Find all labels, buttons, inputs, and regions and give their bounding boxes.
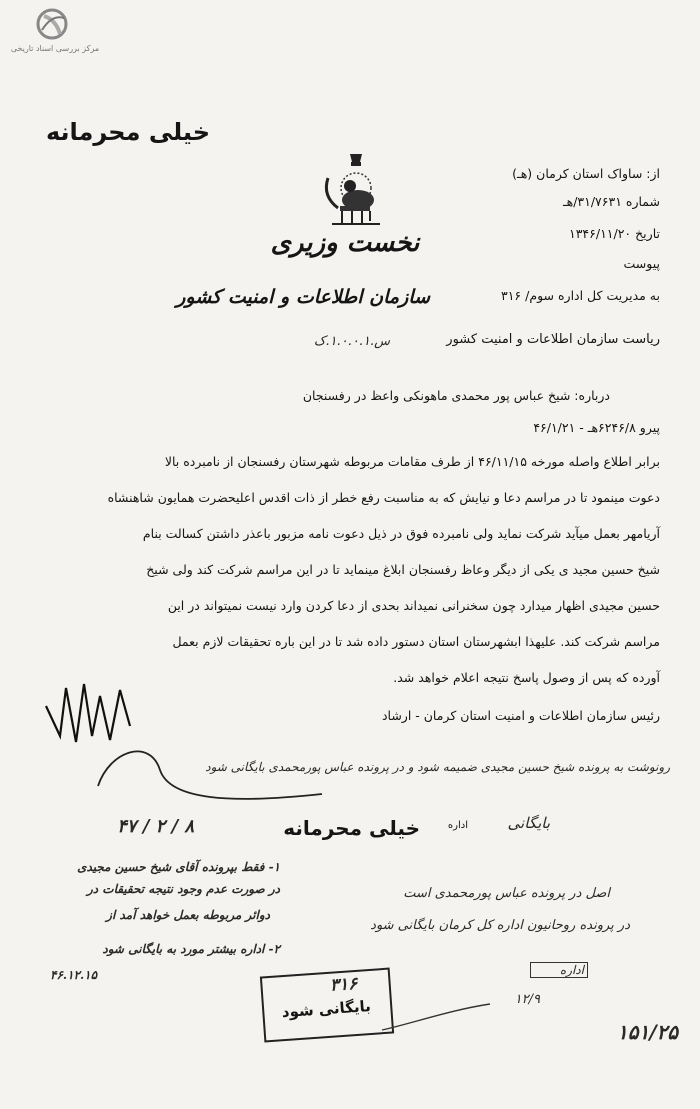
archive-label: مرکز بررسی اسناد تاریخی xyxy=(10,44,100,53)
handwritten-initials: بایگانی xyxy=(507,814,550,832)
signature-line: رئیس سازمان اطلاعات و امنیت استان کرمان - ارشاد xyxy=(381,708,660,723)
handwritten-top-left-date: ۸ / ۲ / ۴۷ xyxy=(117,816,194,837)
handwritten-signature-scribble xyxy=(40,676,140,748)
archive-logo xyxy=(30,6,74,46)
handwritten-curve xyxy=(90,740,330,810)
org-title: نخست وزیری xyxy=(270,228,420,258)
body-line: آریامهر بعمل میآید شرکت نماید ولی نامبرده فوق در ذیل دعوت نامه مزبور باعذر داشتن کسالت بنام xyxy=(142,526,660,541)
classification-top: خیلی محرمانه xyxy=(45,118,210,146)
handwritten-note-3-line2: در صورت عدم وجود نتیجه تحقیقات در xyxy=(86,882,280,896)
recipient-line: ریاست سازمان اطلاعات و امنیت کشور xyxy=(446,332,660,347)
org-subtitle: سازمان اطلاعات و امنیت کشور xyxy=(176,286,430,308)
archive-stamp xyxy=(260,968,394,1043)
body-line: برابر اطلاع واصله مورخه ۴۶/۱۱/۱۵ از طرف مقامات مربوطه شهرستان رفسنجان از نامبرده بالا xyxy=(164,454,660,469)
handwritten-bottom-date: ۱۲/۹ xyxy=(514,992,540,1007)
handwritten-note-2-line2: در پرونده روحانیون اداره کل کرمان بایگانی شود xyxy=(370,918,630,933)
date-label: تاریخ ۱۳۴۶/۱۱/۲۰ xyxy=(569,226,660,241)
lion-sun-emblem-icon xyxy=(318,148,394,236)
subject-reference: پیرو ۶۲۴۶/۸هـ - ۴۶/۱/۲۱ xyxy=(533,420,660,435)
body-line: دعوت مینمود تا در مراسم دعا و نیایش که به مناسبت رفع خطر از ذات اقدس اعلیحضرت همایون شاهنشاه xyxy=(107,490,660,505)
stamp-flourish xyxy=(380,1000,500,1040)
from-label: از: ساواک استان کرمان (هـ) xyxy=(512,166,660,181)
handwritten-note-3-date: ۴۶.۱۲.۱۵ xyxy=(50,968,98,982)
body-line: حسین مجیدی اظهار میدارد چون سخنرانی نمیداند بحدی از دعا کردن وارد نیست نمیتواند در این xyxy=(167,598,660,613)
handwritten-small-label: اداره xyxy=(530,962,588,978)
page-number: ۱۵۱/۲۵ xyxy=(616,1020,678,1044)
archive-logo-icon xyxy=(30,6,74,46)
stamp-text: بایگانی شود xyxy=(281,996,372,1022)
directorate-line: به مدیریت کل اداره سوم/ ۳۱۶ xyxy=(501,288,660,303)
body-line: آورده که پس از وصول پاسخ نتیجه اعلام خواهد شد. xyxy=(393,670,660,685)
classification-mid-prefix: اداره xyxy=(447,820,468,831)
handwritten-note-3-line3: دوائر مربوطه بعمل خواهد آمد از xyxy=(106,908,270,922)
attachment-label: پیوست xyxy=(623,256,660,271)
handwritten-note-3-line4: ۲- اداره بیشتر مورد به بایگانی شود xyxy=(102,942,280,956)
body-line: مراسم شرکت کند. علیهذا ابشهرستان استان دستور داده شد تا در این باره تحقیقات لازم بعمل xyxy=(172,634,660,649)
handwritten-note-1: رونوشت به پرونده شیخ حسین مجیدی ضمیمه شود و در پرونده عباس پورمحمدی بایگانی شود xyxy=(205,760,670,774)
body-line: شیخ حسین مجید ی یکی از دیگر وعاظ رفسنجان ابلاغ مینماید تا در این مراسم شرکت کند ولی شیخ xyxy=(146,562,660,577)
stamp-number: ۳۱۶ xyxy=(329,973,358,996)
classification-mid: خیلی محرمانه xyxy=(283,816,420,840)
handwritten-note-2-line1: اصل در پرونده عباس پورمحمدی است xyxy=(403,886,610,901)
number-label: شماره ۳۱/۷۶۳۱/هـ xyxy=(562,194,660,209)
subject-line: درباره: شیخ عباس پور محمدی ماهونکی واعظ در رفسنجان xyxy=(302,388,610,403)
reference-code: س.۱.۰.۰.۱.ک xyxy=(313,334,390,349)
handwritten-note-3-line1: ۱- فقط بپرونده آقای شیخ حسین مجیدی xyxy=(77,860,280,874)
lion-sun-emblem xyxy=(318,148,394,236)
